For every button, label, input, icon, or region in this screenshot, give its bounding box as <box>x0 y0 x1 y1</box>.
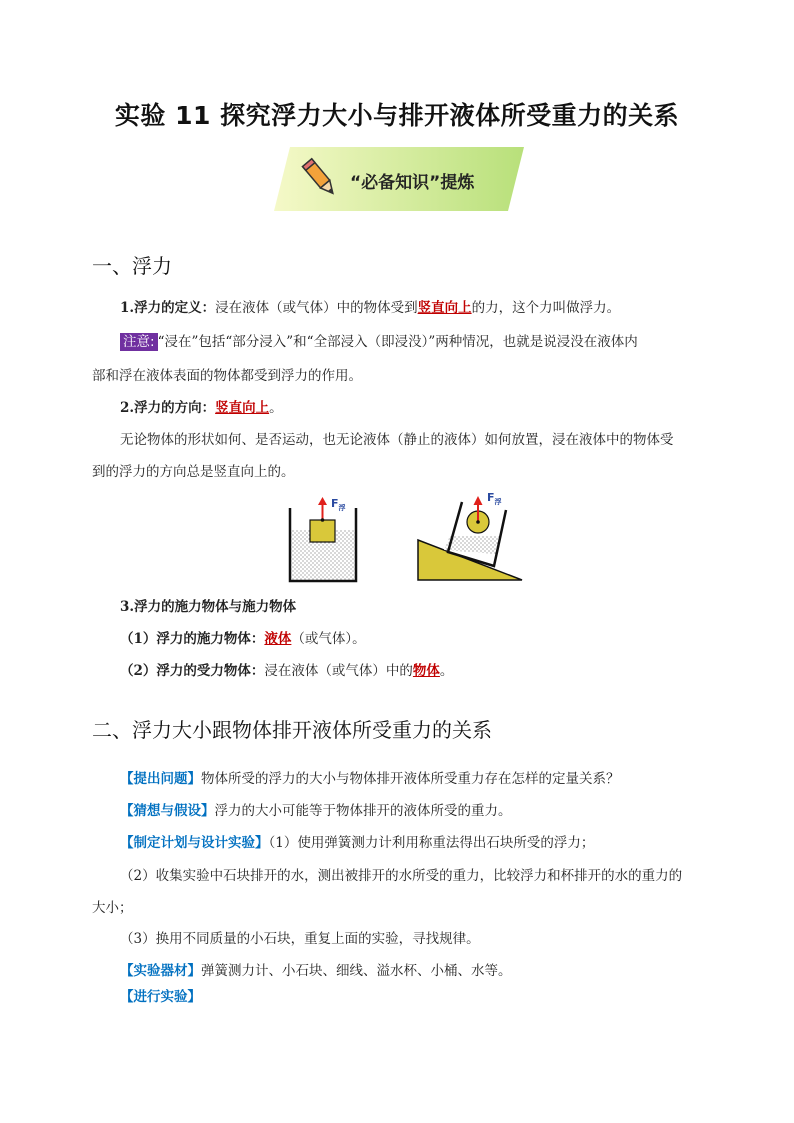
definition-text-b: 的力，这个力叫做浮力。 <box>471 300 621 316</box>
item3a-label: （1）浮力的施力物体： <box>120 631 265 647</box>
plan-line-1 <box>120 833 594 853</box>
item3a-key: 液体 <box>264 631 292 647</box>
item3-heading: 3.浮力的施力物体与施力物体 <box>120 599 297 615</box>
hypothesis-line <box>120 801 512 821</box>
direction-key: 竖直向上 <box>215 400 270 416</box>
question-line <box>120 769 620 789</box>
direction-line <box>120 398 283 418</box>
definition-text-a: 浸在液体（或气体）中的物体受到 <box>215 300 418 316</box>
plan-text-2a: （2）收集实验中石块排开的水，测出被排开的水所受的重力，比较浮力和杯排开的水的重力的 <box>120 868 683 884</box>
hypothesis-text: 浮力的大小可能等于物体排开的液体所受的重力。 <box>214 803 512 819</box>
question-text: 物体所受的浮力的大小与物体排开液体所受重力存在怎样的定量关系？ <box>201 771 620 787</box>
direction-text-2: 到的浮力的方向总是竖直向上的。 <box>92 464 295 480</box>
equipment-text: 弹簧测力计、小石块、细线、溢水杯、小桶、水等。 <box>201 963 512 979</box>
note-line-2: 部和浮在液体表面的物体都受到浮力的作用。 <box>92 368 362 384</box>
force-label-2: $F_浮$ <box>487 491 502 507</box>
note-label: 注意: <box>120 333 158 351</box>
equipment-line <box>120 961 512 981</box>
item3a-line <box>120 629 366 649</box>
hypothesis-label: 【猜想与假设】 <box>120 803 215 819</box>
equipment-label: 【实验器材】 <box>120 963 201 979</box>
direction-end: 。 <box>269 400 283 416</box>
section-heading-2: 二、浮力大小跟物体排开液体所受重力的关系 <box>92 718 492 742</box>
item3a-rest: （或气体）。 <box>291 631 366 647</box>
plan-text-2b: 大小； <box>92 900 133 916</box>
item3b-line <box>120 661 453 681</box>
definition-key: 竖直向上 <box>417 300 472 316</box>
item3b-key: 物体 <box>412 663 440 679</box>
item3b-label: （2）浮力的受力物体： <box>120 663 265 679</box>
plan-label: 【制定计划与设计实验】 <box>120 835 269 851</box>
plan-text-3: （3）换用不同质量的小石块，重复上面的实验，寻找规律。 <box>120 931 480 947</box>
beaker-block-figure <box>284 490 364 586</box>
force-label-1: $F_浮$ <box>331 497 346 513</box>
slope-ball-figure <box>414 484 526 584</box>
pencil-icon <box>298 156 342 200</box>
definition-label: 1.浮力的定义： <box>120 300 216 316</box>
banner-title: “必备知识”提炼 <box>350 173 475 193</box>
direction-label: 2.浮力的方向： <box>120 400 216 416</box>
procedure-label: 【进行实验】 <box>120 989 201 1005</box>
definition-line <box>120 298 620 318</box>
note-text-1: “浸在”包括“部分浸入”和“全部浸入（即浸没）”两种情况，也就是说浸没在液体内 <box>157 334 638 350</box>
plan-text-1: （1）使用弹簧测力计利用称重法得出石块所受的浮力； <box>268 835 595 851</box>
section-heading-1: 一、浮力 <box>92 254 172 278</box>
direction-text-1: 无论物体的形状如何、是否运动，也无论液体（静止的液体）如何放置，浸在液体中的物体受 <box>120 432 674 448</box>
question-label: 【提出问题】 <box>120 771 201 787</box>
page-title: 实验 11 探究浮力大小与排开液体所受重力的关系 <box>114 101 680 130</box>
item3b-text: 浸在液体（或气体）中的 <box>264 663 413 679</box>
note-line-1 <box>120 332 638 352</box>
item3b-end: 。 <box>439 663 454 679</box>
